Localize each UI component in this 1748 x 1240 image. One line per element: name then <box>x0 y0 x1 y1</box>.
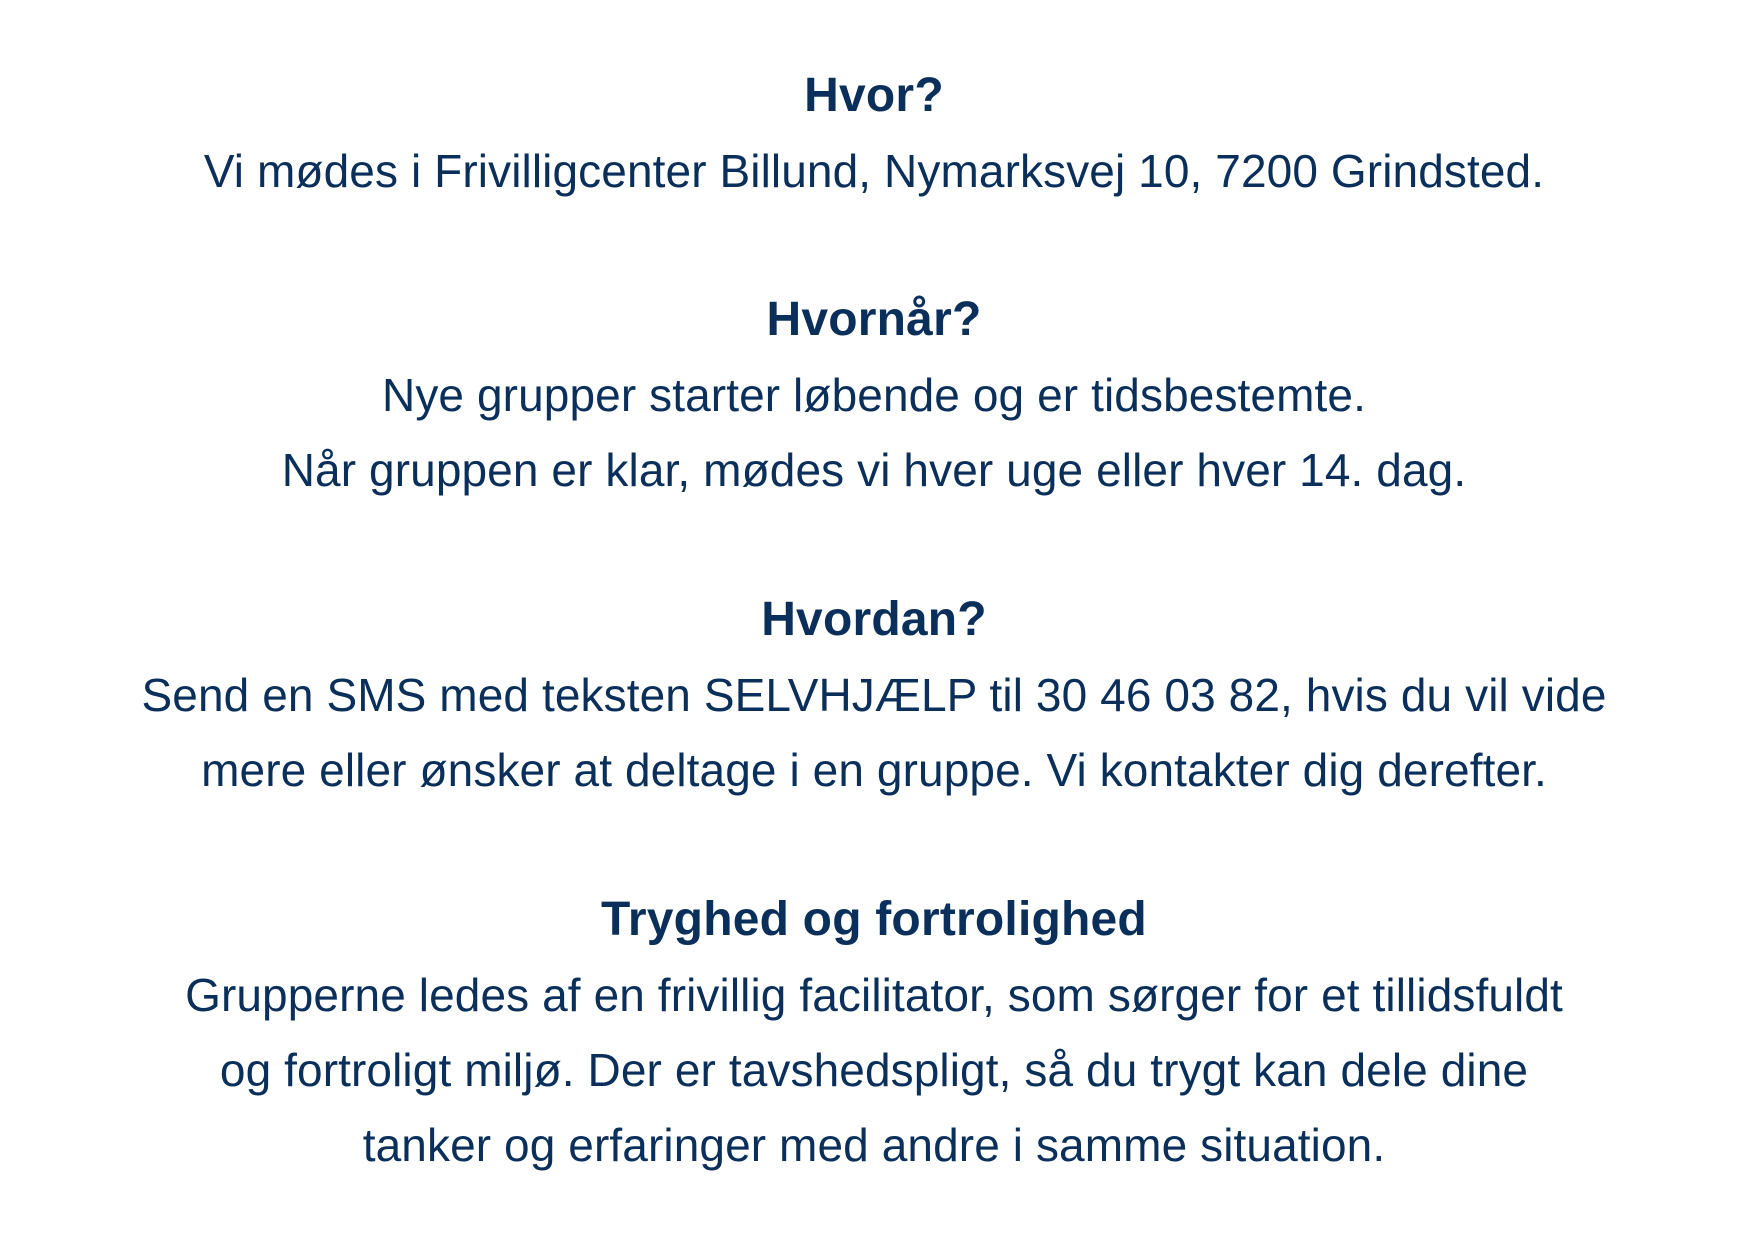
section-heading-safety: Tryghed og fortrolighed <box>601 893 1147 946</box>
section-text-line: mere eller ønsker at deltage i en gruppe. Vi kontakter dig derefter. <box>201 744 1547 796</box>
section-text-line: Grupperne ledes af en frivillig facilitator, som sørger for et tillidsfuldt <box>185 969 1563 1021</box>
section-how <box>0 582 1748 808</box>
section-safety <box>0 882 1748 1183</box>
section-heading-when: Hvornår? <box>766 293 982 346</box>
section-heading-how: Hvordan? <box>761 593 987 646</box>
section-text-line: og fortroligt miljø. Der er tavshedspligt, så du trygt kan dele dine <box>219 1044 1529 1096</box>
section-text-line: Vi mødes i Frivilligcenter Billund, Nymarksvej 10, 7200 Grindsted. <box>203 145 1545 197</box>
section-text-line: Send en SMS med teksten SELVHJÆLP til 30 46 03 82, hvis du vil vide <box>141 669 1607 721</box>
section-text-line: tanker og erfaringer med andre i samme situation. <box>362 1119 1386 1171</box>
section-text-line: Når gruppen er klar, mødes vi hver uge eller hver 14. dag. <box>281 444 1467 496</box>
section-where <box>0 58 1748 209</box>
section-text-line: Nye grupper starter løbende og er tidsbestemte. <box>382 369 1366 421</box>
section-heading-where: Hvor? <box>804 69 944 122</box>
section-when <box>0 282 1748 508</box>
